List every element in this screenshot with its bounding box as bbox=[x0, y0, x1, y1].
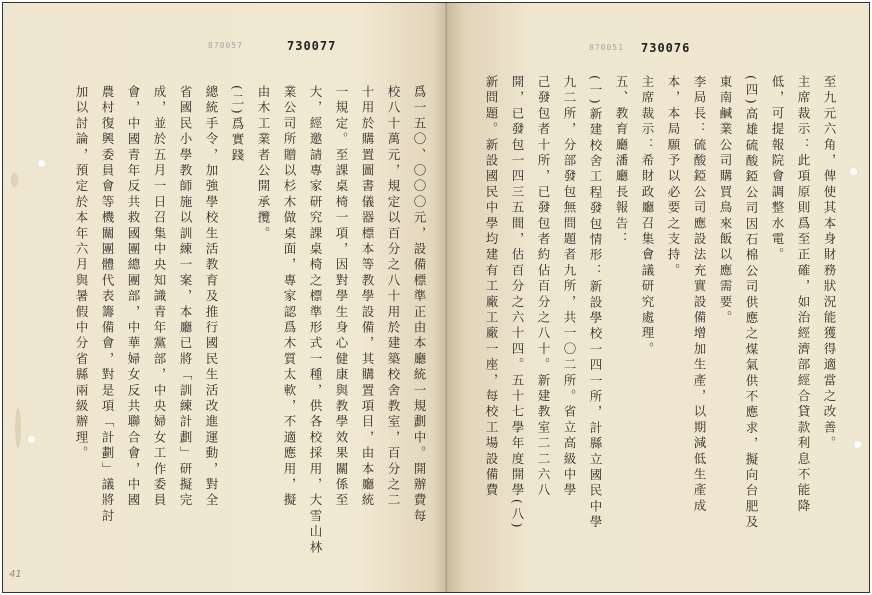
text-column: 會，中國青年反共救國團總團部，中華婦女反共聯合會，中國 bbox=[126, 85, 141, 509]
page-stamp-number-right: 730076 bbox=[641, 41, 691, 55]
binding-hole bbox=[849, 167, 858, 176]
text-column: 己發包者十所，已發包者約佔百分之八十。新建教室二二六八 bbox=[536, 75, 551, 499]
binding-hole bbox=[37, 159, 46, 168]
faint-stamp-left: 870057 bbox=[208, 41, 243, 50]
text-column: 總統手令，加強學校生活教育及推行國民生活改進運動，對全 bbox=[204, 85, 219, 509]
text-column: 校八十萬元，規定以百分之八十用於建築校舍教室，百分之二 bbox=[386, 85, 401, 509]
text-column: 十用於購置圖書儀器標本等教學設備，其購置項目，由本廳統 bbox=[360, 85, 375, 509]
binding-hole bbox=[27, 435, 36, 444]
text-column: 東南鹹業公司購買鳥來飯以應需要。 bbox=[718, 75, 733, 327]
text-column: 加以討論，預定於本年六月與暑假中分省縣兩級辦理。 bbox=[74, 85, 89, 462]
stain bbox=[11, 173, 18, 187]
text-column: 低，可提報院會調整水電。 bbox=[770, 75, 785, 264]
stain bbox=[15, 408, 21, 448]
right-text-block bbox=[475, 75, 839, 535]
right-page bbox=[447, 3, 869, 592]
text-column: 一規定。至課桌椅一項，因對學生身心健康與教學效果關係至 bbox=[334, 85, 349, 509]
text-column: 主席裁示：此項原則爲至正確，如治經濟部經合貸款利息不能降 bbox=[796, 75, 811, 515]
faint-stamp-right: 870051 bbox=[589, 43, 624, 52]
text-column: (二)爲實踐 bbox=[230, 85, 245, 164]
text-column: 李局長：硫酸錏公司應設法充實設備增加生產，以期減低生產成 bbox=[692, 75, 707, 515]
text-column: 本，本局願予以必要之支持。 bbox=[666, 75, 681, 280]
text-column: (一)新建校舍工程發包情形：新設學校一四一所，計縣立國民中學 bbox=[588, 75, 603, 531]
text-column: 主席裁示：希財政廳召集會議研究處理。 bbox=[640, 75, 655, 358]
text-column: 由木工業者公開承攬。 bbox=[256, 85, 271, 242]
text-column: 五、教育廳潘廳長報告： bbox=[614, 75, 629, 248]
text-column: 大，經邀請專家研究課桌椅之標準形式一種，供各校採用，大雪山林 bbox=[308, 85, 323, 556]
left-page bbox=[3, 3, 447, 592]
left-text-block bbox=[65, 85, 429, 556]
text-column: 新問題。新設國民中學均建有工廠工廠一座，每校工場設備費 bbox=[484, 75, 499, 499]
text-column: 業公司所贈以杉木做桌面，專家認爲木質太軟，不適應用，擬 bbox=[282, 85, 297, 509]
text-column: 至九元六角，俾使其本身財務狀況能獲得適當之改善。 bbox=[822, 75, 837, 452]
pencil-mark: 41 bbox=[9, 569, 22, 580]
text-column: 省國民小學教師施以訓練一案，本廳已將「訓練計劃」研擬完 bbox=[178, 85, 193, 509]
text-column: 農村復興委員會等機關團體代表籌備會，對是項「計劃」議將討 bbox=[100, 85, 115, 525]
text-column: (四)高雄硫酸錏公司因石棉公司供應之煤氣供不應求，擬向台肥及 bbox=[744, 75, 759, 531]
text-column: 九二所，分部發包無問題者九所，共一〇二所。省立高級中學 bbox=[562, 75, 577, 499]
document-scan bbox=[2, 2, 870, 593]
text-column: 成，並於五月一日召集中央知識青年黨部，中央婦女工作委員 bbox=[152, 85, 167, 509]
page-stamp-number-left: 730077 bbox=[287, 39, 337, 53]
text-column: 開，已發包一四三五間，估百分之六十四。五十七學年度開學(八) bbox=[510, 75, 525, 531]
text-column: 爲一五〇、〇〇〇元，設備標準正由本廳統一規劃中。開辦費每 bbox=[412, 85, 427, 525]
binding-hole bbox=[853, 440, 862, 449]
